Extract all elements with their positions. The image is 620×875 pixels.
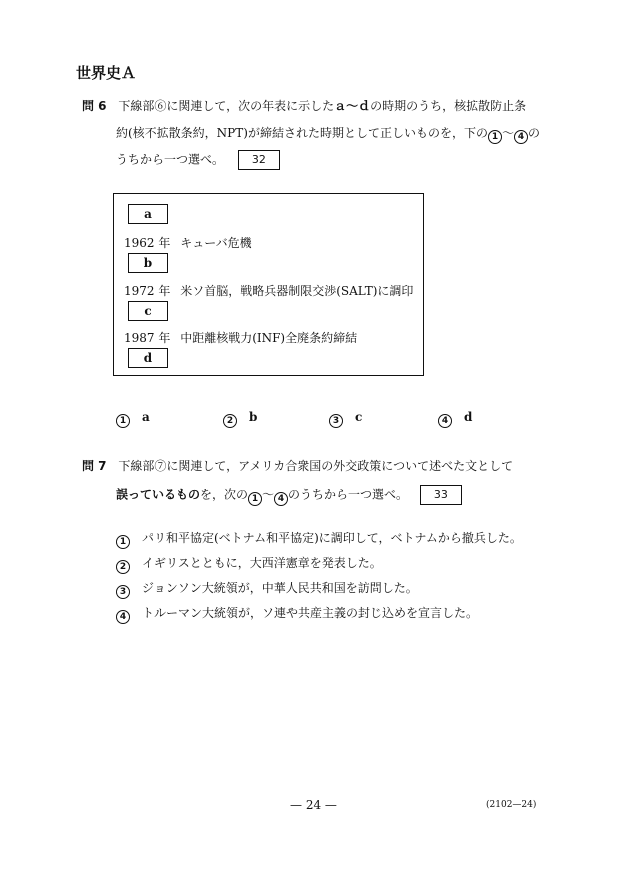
- q7-text-2b: ～: [262, 487, 275, 502]
- q6-underline-marker: ⑥: [154, 99, 167, 113]
- q7-option-4[interactable]: [116, 604, 478, 624]
- period-box-a: a: [128, 204, 168, 224]
- option-number-circle: 3: [116, 585, 130, 599]
- q6-label: 問 6: [82, 99, 107, 113]
- q6-line3: [116, 150, 280, 170]
- exam-code: (2102—24): [486, 800, 537, 810]
- option-text: トルーマン大統領が，ソ連や共産主義の封じ込めを宣言した。: [142, 606, 479, 620]
- q6-text-1a: 下線部: [118, 99, 155, 113]
- q6-option-4[interactable]: [438, 410, 472, 428]
- event-year: 1962 年: [124, 236, 171, 250]
- q6-text-3: うちから一つ選べ。: [116, 152, 225, 167]
- option-text: イギリスとともに，大西洋憲章を発表した。: [142, 556, 382, 570]
- option-number-circle: 2: [116, 560, 130, 574]
- q6-option-2[interactable]: [223, 410, 257, 428]
- option-number-circle: 1: [116, 535, 130, 549]
- event-text: 米ソ首脳，戦略兵器制限交渉(SALT)に調印: [180, 284, 414, 298]
- timeline-event-1987: [124, 329, 357, 346]
- q6-text-1b: に関連して，次の年表に示した: [166, 99, 335, 113]
- option-number-circle: 4: [438, 414, 452, 428]
- option-label: d: [464, 410, 473, 424]
- option-label: a: [142, 410, 150, 424]
- period-box-d: d: [128, 348, 168, 368]
- q7-line1: [82, 460, 513, 472]
- q6-answer-box[interactable]: 32: [238, 150, 280, 170]
- q6-range-end-circle: 4: [514, 130, 528, 144]
- option-number-circle: 4: [116, 610, 130, 624]
- subject-title: 世界史Ａ: [76, 64, 137, 82]
- timeline-frame: [113, 193, 424, 376]
- option-label: c: [355, 410, 363, 424]
- q7-label: 問 7: [82, 459, 107, 473]
- page-number: — 24 —: [290, 798, 337, 812]
- event-text: キューバ危機: [180, 236, 252, 250]
- q6-text-1c: ａ～ｄ: [334, 99, 371, 113]
- q6-line1: [82, 100, 526, 112]
- q7-option-3[interactable]: [116, 579, 418, 599]
- event-year: 1987 年: [124, 331, 171, 345]
- q7-option-2[interactable]: [116, 554, 382, 574]
- event-text: 中距離核戦力(INF)全廃条約締結: [180, 331, 358, 345]
- option-text: ジョンソン大統領が，中華人民共和国を訪問した。: [142, 581, 418, 595]
- option-number-circle: 2: [223, 414, 237, 428]
- q7-range-start-circle: 1: [248, 492, 262, 506]
- option-text: パリ和平協定(ベトナム和平協定)に調印して，ベトナムから撤兵した。: [142, 531, 522, 545]
- q6-text-2a: 約(核不拡散条約，NPT)が締結された時期として正しいものを，下の: [116, 126, 488, 140]
- q6-option-3[interactable]: [329, 410, 362, 428]
- q7-text-2c: のうちから一つ選べ。: [288, 487, 409, 502]
- q7-option-1[interactable]: [116, 529, 522, 549]
- q7-text-1b: に関連して，アメリカ合衆国の外交政策について述べた文として: [166, 459, 514, 473]
- period-box-b: b: [128, 253, 168, 273]
- q7-text-1a: 下線部: [118, 459, 155, 473]
- q6-text-2c: の: [527, 126, 540, 140]
- event-year: 1972 年: [124, 284, 171, 298]
- option-label: b: [249, 410, 258, 424]
- period-box-c: c: [128, 301, 168, 321]
- q7-line2: [116, 485, 462, 506]
- timeline-event-1962: [124, 234, 252, 251]
- q7-text-2a: を，次の: [200, 487, 249, 502]
- q6-range-start-circle: 1: [488, 130, 502, 144]
- q6-text-1d: の時期のうち，核拡散防止条: [370, 99, 527, 113]
- q6-option-1[interactable]: [116, 410, 150, 428]
- option-number-circle: 1: [116, 414, 130, 428]
- q7-underline-marker: ⑦: [154, 459, 167, 473]
- q7-answer-box[interactable]: 33: [420, 485, 462, 505]
- q6-line2: [116, 127, 540, 144]
- q6-text-2b: ～: [501, 126, 514, 140]
- q7-emphasis: 誤っているもの: [116, 487, 201, 502]
- q7-range-end-circle: 4: [274, 492, 288, 506]
- option-number-circle: 3: [329, 414, 343, 428]
- timeline-event-1972: [124, 282, 413, 299]
